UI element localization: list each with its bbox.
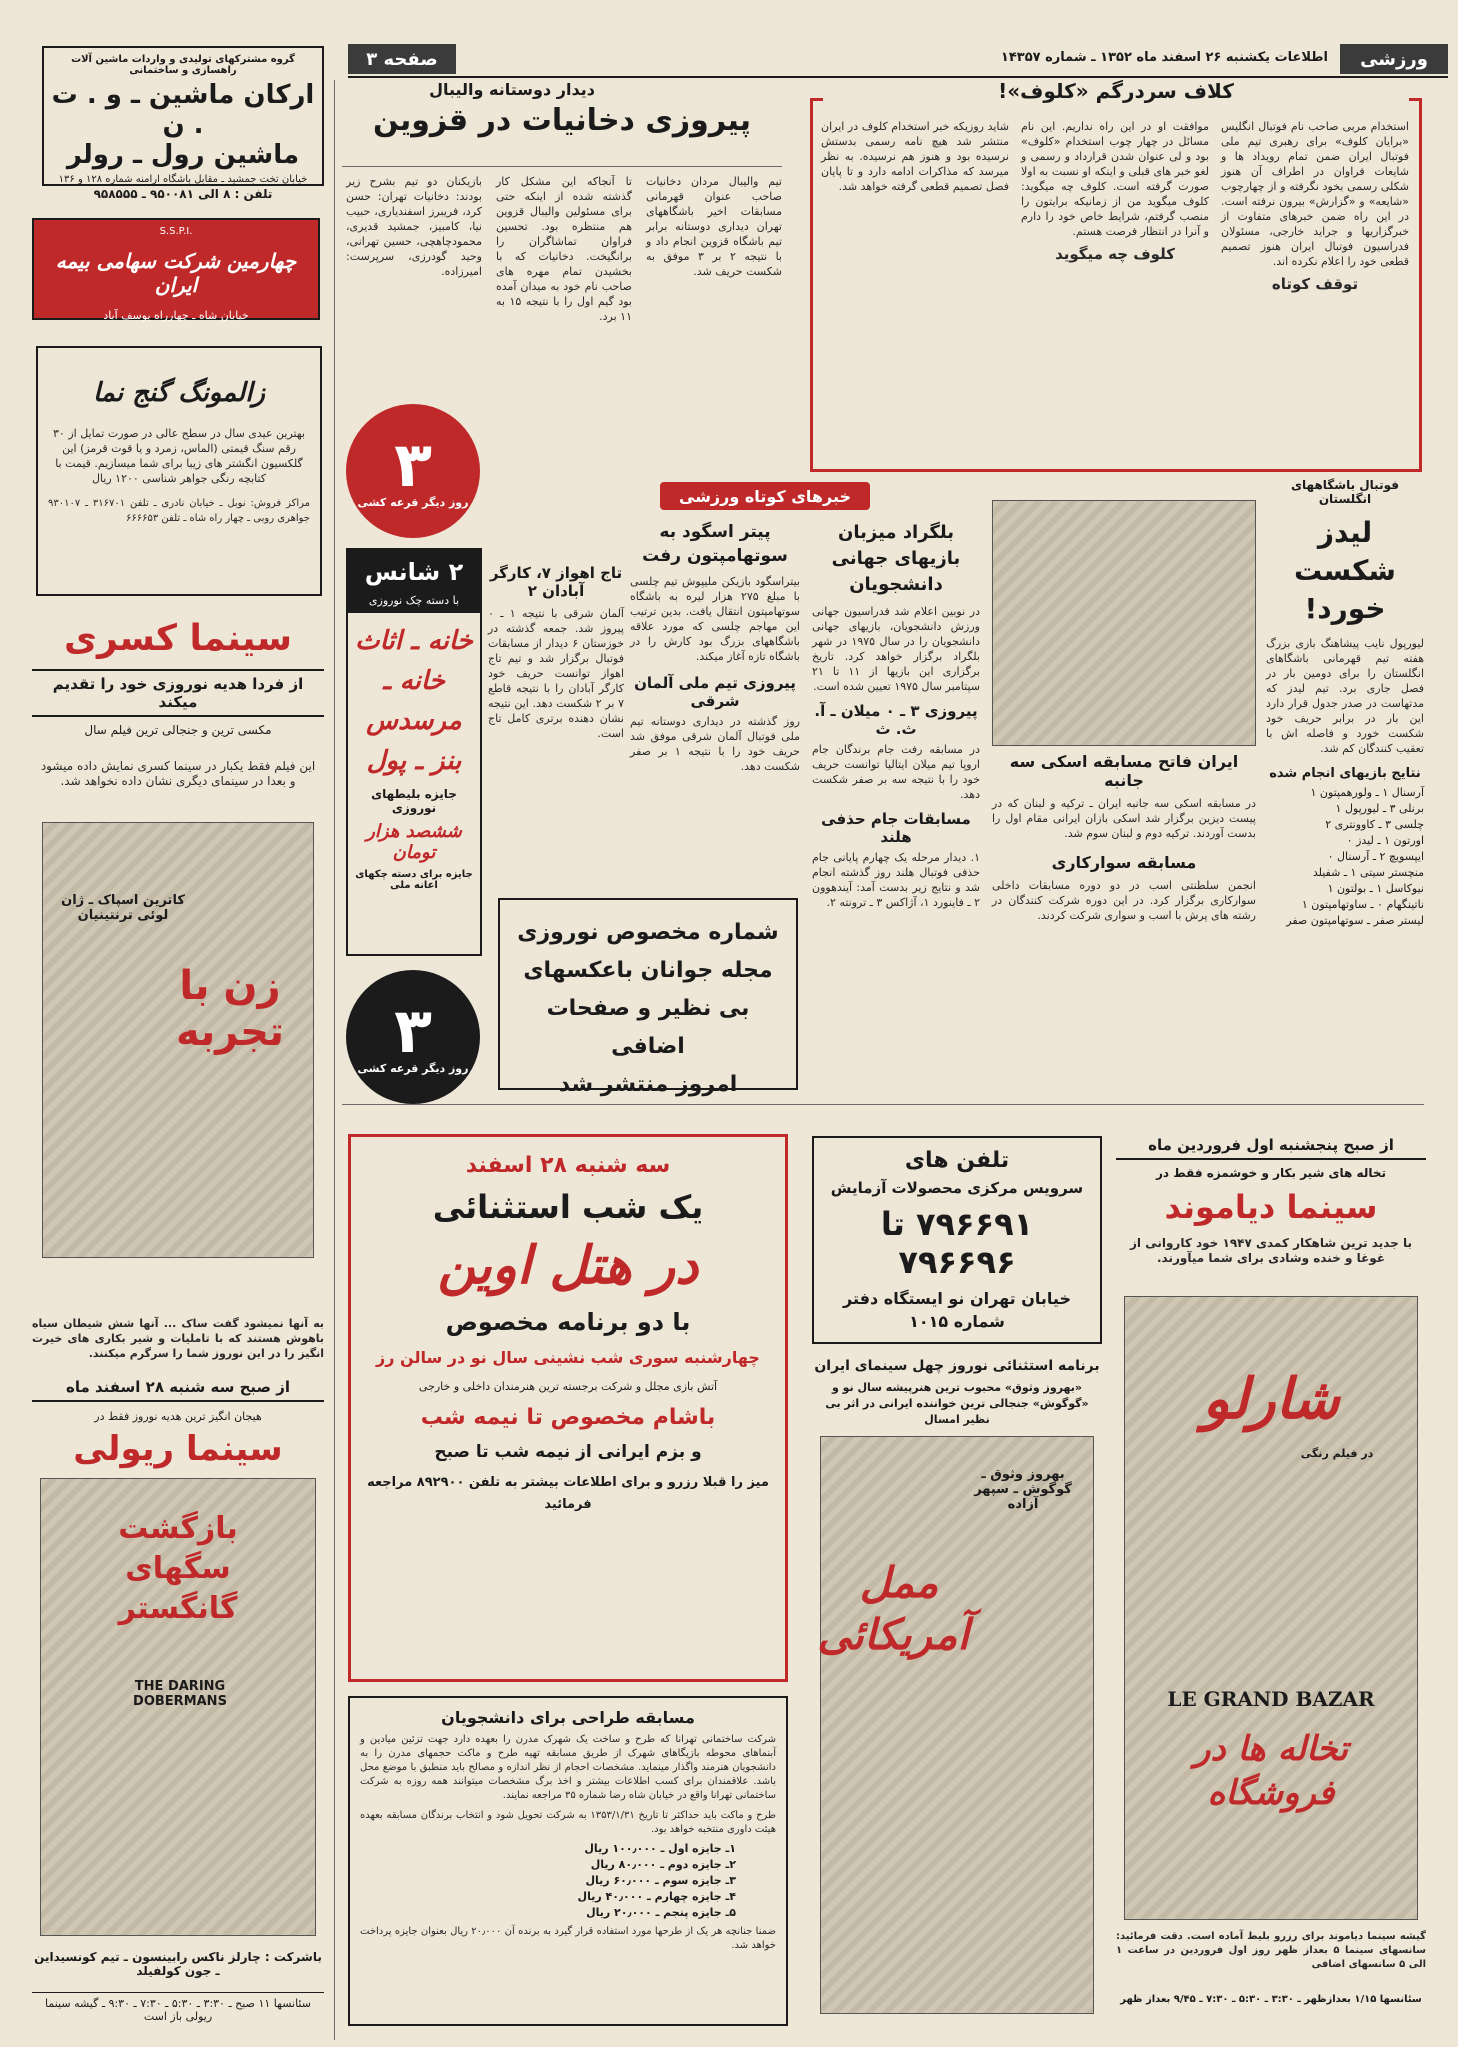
spi-top: S.S.P.I. (159, 226, 193, 237)
kolaf-col-left: شاید روزیکه خبر استخدام کلوف در ایران منتشر شد هیچ نامه رسمی بدستش نرسیده بود و هنوز هم نرسیده. به نظر میرسد که مذاکرات ادامه دارد و تا پایان فصل تصمیم قطعی گرفته خواهد شد. (821, 120, 1009, 193)
javanan-l2: مجله جوانان باعکسهای (523, 958, 773, 983)
kasra-title: سینما کسری (64, 618, 292, 659)
diamond-film2: تخاله ها در فروشگاه (1194, 1729, 1348, 1813)
story-peter (630, 520, 800, 900)
rivoli-date: از صبح سه شنبه ۲۸ اسفند ماه (32, 1378, 324, 1402)
ad-arkan (42, 46, 324, 201)
tel-number: ۷۹۶۶۹۱ تا ۷۹۶۶۹۶ (880, 1205, 1034, 1281)
evin-l6: باشام مخصوص تا نیمه شب (420, 1405, 716, 1430)
kolaf-title: کلاف سردرگم «کلوف»! (823, 79, 1409, 103)
amal-poster (817, 1436, 1094, 2014)
tel-num: شماره ۱۰۱۵ (909, 1312, 1005, 1331)
evin-l7: و بزم ایرانی از نیمه شب تا صبح (434, 1442, 702, 1462)
section-tab (1340, 44, 1448, 74)
kasra-line2: مکسی ترین و جنجالی ترین فیلم سال (84, 723, 272, 737)
leeds-results (1266, 785, 1424, 929)
spi-title: چهارمین شرکت سهامی بیمه ایران (55, 249, 297, 297)
kolaf-col-right-text: استخدام مربی صاحب نام فوتبال انگلیس «برایان کلوف» برای رهبری تیم ملی فوتبال ایران ضمن تمام رویداد ها و شایعات فراوان در اطراف آن هنوز شکلی رسمی بخود نگرفته و از چهارچوب «شایعه» و «گزارش» بیرون نرفته است. در این راه ضمن خبرهای متفاوت از خبرگزاریها و جراید خارجی، مسئولان فدراسیون فوتبال ایران هنوز تصمیم قطعی خود را اعلام نکرده اند. (1221, 120, 1409, 268)
list-item: ۳ـ جایزه سوم ـ ۶۰٫۰۰۰ ریال (585, 1874, 736, 1887)
masthead (348, 42, 1448, 78)
ski-sub-text: انجمن سلطنتی اسب در دو دوره مسابقات داخلی سوارکاری برگزار کرد. در این دوره شرکت کنندگان در رشته های پرش با اسب و سواری شرکت کردند. (992, 879, 1256, 922)
peter-sub-text: روز گذشته در دیداری دوستانه تیم ملی فوتبال آلمان شرقی موفق شد حریف خود را با نتیجه ۱ بر صفر شکست دهد. (630, 715, 800, 773)
rivoli-times: سئانسها ۱۱ صبح ـ ۳:۳۰ ـ ۵:۳۰ ـ ۷:۳۰ ـ ۹:۳۰ ـ گیشه سینما ریولی باز است (32, 1992, 324, 2023)
list-item: ۵ـ جایزه پنجم ـ ۲۰٫۰۰۰ ریال (586, 1906, 736, 1919)
mid-rule (342, 1104, 1424, 1105)
kolaf-subhead2: توقف کوتاه (1271, 275, 1359, 293)
ad-amal (812, 1358, 1102, 2028)
javanan-l4: امروز منتشر شد (558, 1072, 738, 1097)
lottery-circle-bottom (346, 970, 480, 1104)
volley-col-left: بازیکنان دو تیم بشرح زیر بودند: دخانیات تهران: حسن کرد، فریبرز اسفندیاری، حبیب نیا، کامبیز، جمشید قدیری، محمودچاهچی، حسین تهرانی، وحید گودرزی، سرپرست: امیرزاده. (346, 175, 482, 278)
leeds-title: لیدز شکست خورد! (1294, 516, 1396, 625)
spi-sub: خیابان شاه ـ چهارراه یوسف آباد (103, 309, 249, 322)
rivoli-poster (40, 1478, 316, 1936)
circle-top-num: ۳ (394, 427, 432, 501)
rivoli-sub: هیجان انگیز ترین هدیه نوروز فقط در (94, 1410, 262, 1423)
evin-date: سه شنبه ۲۸ اسفند (465, 1153, 671, 1178)
amal-cast: بهروز وثوق ـ گوگوش ـ سپهر آزاده (974, 1467, 1072, 1512)
ad-contest (348, 1696, 788, 2026)
list-item: منچستر سیتی ۱ ـ شفیلد (1312, 866, 1424, 879)
sh2-amount: ششصد هزار تومان (366, 821, 462, 863)
tel-addr: خیابان تهران نو ایستگاه دفتر (843, 1289, 1071, 1308)
ski-text: در مسابقه اسکی سه جانبه ایران ـ ترکیه و لبنان که در پیست دیزین برگزار شد اسکی بازان ایرانی مقام اول را بدست آوردند. ترکیه دوم و لبنان سوم شد. (992, 797, 1256, 840)
arkan-title1: ارکان ماشین ـ و . ت . ن (51, 80, 315, 140)
diamond-en: LE GRAND BAZAR (1167, 1687, 1375, 1711)
ad-zal (36, 346, 322, 596)
diamond-l1: با جدید ترین شاهکار کمدی ۱۹۴۷ خود کاروانی از غوغا و خنده وشادی برای شما میآورند. (1130, 1236, 1412, 1265)
volley-title: پیروزی دخانیات در قزوین (372, 103, 751, 138)
story-kolaf (810, 79, 1422, 472)
diamond-title: سینما دیاموند (1164, 1188, 1378, 1226)
list-item: اورتون ۱ ـ لیدز ۰ (1346, 834, 1424, 847)
leeds-text: لیورپول نایب پیشاهنگ بازی بزرگ هفته تیم قهرمانی باشگاهای انگلستان را برای دومین بار در فصل جاری برد. تیم لیدز که مدتهاست در صدر جدول قرار دارد این بار در برابر حریف خود شکست خورد و فاصله اش با تعقیب کنندگان کم شد. (1266, 637, 1424, 755)
kasra-poster (42, 822, 314, 1258)
evin-l8: میز را قبلا رزرو و برای اطلاعات بیشتر به تلفن ۸۹۲۹۰۰ مراجعه فرمائید (367, 1475, 769, 1512)
javanan-l3: بی نظیر و صفحات اضافی (546, 996, 750, 1059)
belgrade-sub2-text: ۱. دیدار مرحله یک چهارم پایانی جام حذفی فوتبال هلند روز گذشته انجام شد و نتایج زیر بدست آمد: آیندهوون ۲ ـ فاینورد ۱، آژاکس ۳ ـ ترونته ۲. (812, 851, 980, 909)
diamond-foot: گیشه سینما دیاموند برای رزرو بلیط آماده است. دقت فرمائید: سانسهای سینما ۵ بعداز ظهر روز اول فروردین در ساعت ۱ الی ۵ سانسهای اضافی (1116, 1931, 1426, 1970)
story-belgrade (812, 520, 980, 1080)
ad-spi (32, 218, 320, 320)
rivoli-title: سینما ریولی (73, 1429, 283, 1469)
ad-kasra (32, 612, 324, 1360)
volley-col-mid: تا آنجاکه این مشکل کار گذشته شده از اینکه حتی برای مسئولین والیبال قزوین هم منتظره بود. تحسین فراوان تماشاگران را برانگیخت. دخانیات که با بخشیدن تمام مهره های صاحب نام خود به میدان آمده بود گیم اول را با نتیجه ۱۵ به ۱۱ برد. (496, 175, 632, 323)
peter-text: بیتراسگود بازیکن ملیپوش تیم چلسی با مبلغ ۲۷۵ هزار لیره به باشگاه سوتهامپتون انتقال یافت. بدین ترتیب این مهاجم چلسی که مورد علاقه باشگاههای بزرگ بود کارش را در باشگاه تازه آغاز میکند. (630, 575, 800, 663)
diamond-film: شارلو (1202, 1367, 1340, 1432)
list-item: ۱ـ جایزه اول ـ ۱۰۰٫۰۰۰ ریال (584, 1842, 736, 1855)
story-ski (992, 752, 1256, 1092)
zal-text: بهترین عیدی سال در سطح عالی در صورت تمایل از ۳۰ رقم سنگ قیمتی (الماس، زمرد و یا قوت قرمز) این گلکسیون انگشتر های زیبا برای شما میسازیم. قیمت با کتابچه رنگی جواهر شناسی ۱۲۰۰ ریال (53, 427, 305, 485)
tel-sub: سرویس مرکزی محصولات آزمایش (830, 1179, 1084, 1197)
ski-sub: مسابقه سوارکاری (1051, 853, 1197, 872)
circle-bottom-num: ۳ (394, 993, 432, 1067)
ad-two-chances (346, 548, 482, 956)
contest-text: شرکت ساختمانی تهرانا که طرح و ساخت یک شهرک مدرن را بعهده دارد جهت تزئین میادین و آبنماهای محوطه بازیگاهای شهرک از طریق مسابقه تهیه طرح و ماکت حجمهای مدرن را به دانشجویان هنرمند واگذار مینماید. مشخصات احجام از نظر اندازه و مصالح باید منطبق با موضع محل باشد. علاقمندان برای کسب اطلاعات بیشتر و اخذ برگ مشخصات میتوانند همه روزه به شرکت ساختمانی تهرانا واقع در خیابان شاه رضا شماره ۳۵ مراجعه نمایند. (360, 1734, 776, 1801)
rivoli-film-en: THE DARING DOBERMANS (133, 1679, 227, 1709)
evin-l1: یک شب استثنائی (432, 1188, 704, 1226)
diamond-date: از صبح پنجشنبه اول فروردین ماه (1116, 1136, 1426, 1160)
amal-line: «بهروز وثوق» محبوب ترین هنرپیشه سال نو و «گوگوش» جنجالی ترین خواننده ایرانی در اثر بی نظیر امسال (825, 1381, 1089, 1426)
kolaf-col-mid (1021, 119, 1209, 270)
contest-foot: ضمنا جنانچه هر یک از طرحها مورد استفاده قرار گیرد به برنده آن ۲۰٫۰۰۰ ریال بعنوان جایزه پرداخت خواهد شد. (360, 1926, 776, 1951)
diamond-sub: تخاله های شیر بکار و خوشمزه فقط در (1155, 1166, 1386, 1180)
list-item: چلسی ۳ ـ کاوونتری ۲ (1325, 818, 1424, 831)
circle-top-label: روز دیگر قرعه کشی (357, 495, 469, 509)
kasra-cast: کاترین اسپاک ـ ژان لوئی ترنتینیان (61, 893, 185, 923)
zal-shops: مراکز فروش: نوبل ـ خیابان نادری ـ تلفن ۳۱۶۷۰۱ ـ ۹۳۰۱۰۷ جواهری روبی ـ چهار راه شاه ـ تلفن ۶۶۶۶۵۳ (48, 498, 310, 524)
kolaf-subhead: کلوف چه میگوید (1055, 245, 1175, 263)
diamond-times: سئانسها ۱/۱۵ بعدازظهر ـ ۳:۳۰ ـ ۵:۳۰ ـ ۷:۳۰ ـ ۹/۴۵ بعداز ظهر (1120, 1994, 1422, 2005)
ad-javanan (498, 898, 798, 1097)
amal-film: ممل آمریکائی (817, 1558, 969, 1659)
tel-title: تلفن های (904, 1148, 1010, 1173)
page-tab (348, 44, 456, 74)
contest-prizes (360, 1841, 776, 1921)
section-label: ورزشی (1360, 48, 1428, 70)
story-ahvaz (488, 520, 624, 900)
evin-l2: در هتل اوین (437, 1236, 699, 1296)
sh2-line: جایزه بلیطهای نوروزی (371, 787, 457, 815)
lottery-circle-top (346, 404, 480, 538)
belgrade-title: بلگراد میزبان بازیهای جهانی دانشجویان (831, 522, 961, 595)
peter-sub: پیروزی تیم ملی آلمان شرقی (634, 674, 796, 710)
kasra-film: زن با تجربه (175, 963, 284, 1055)
rivoli-cast: باشرکت : چارلز ناکس رابینسون ـ تیم کونسیداین ـ جون کولفیلد (34, 1950, 322, 1978)
evin-l4: چهارشنبه سوری شب نشینی سال نو در سالن رز (376, 1348, 760, 1367)
ski-photo (992, 500, 1256, 746)
ahvaz-text: آلمان شرقی با نتیجه ۱ ـ ۰ پیروز شد. جمعه گذشته در خوزستان ۶ دیدار از مسابقات فوتبال برگزار شد و تیم تاج اهواز توانست حریف خود کارگر آبادان را با نتیجه قاطع ۷ بر ۲ شکست دهد. این نتیجه نشان دهنده برتری کامل تاج است. (488, 607, 624, 740)
story-leeds (1266, 478, 1424, 1098)
zal-title: زالمونگ گنج نما (93, 378, 265, 408)
kasra-foot: به آنها نمیشود گفت ساک ... آنها شش شیطان سیاه باهوش هستند که با تاملیات و شیر بکاری های خیرت انگیز را در این نوروز شما را سرگرم میکنند. (32, 1317, 324, 1360)
arkan-top: گروه مشترکهای تولیدی و واردات ماشین آلات راهسازی و ساختمانی (71, 54, 295, 76)
list-item: لیستر صفر ـ سوتهامپتون صفر (1286, 914, 1424, 927)
list-item: ۴ـ جایزه چهارم ـ ۴۰٫۰۰۰ ریال (577, 1890, 736, 1903)
list-item: برنلی ۳ ـ لیورپول ۱ (1335, 802, 1424, 815)
belgrade-sub2: مسابقات جام حذفی هلند (821, 810, 971, 846)
diamond-film-sub: در فیلم رنگی (1300, 1447, 1374, 1460)
kolaf-col-right (1221, 119, 1409, 300)
ad-tel (812, 1136, 1102, 1344)
contest-title: مسابقه طراحی برای دانشجویان (441, 1708, 695, 1727)
volley-rule (342, 166, 782, 167)
sh2-sub: با دسته چک نوروزی (348, 594, 480, 613)
ad-evin (348, 1134, 788, 1682)
kasra-line1: از فردا هدیه نوروزی خود را تقدیم میکند (32, 669, 324, 717)
rivoli-film: بازگشت سگهای گانگستر (118, 1511, 238, 1626)
circle-bottom-label: روز دیگر قرعه کشی (357, 1061, 469, 1075)
belgrade-sub1-text: در مسابقه رفت جام برندگان جام اروپا تیم میلان ایتالیا توانست حریف خود را با نتیجه سه بر صفر شکست دهد. (812, 743, 980, 801)
issue-line: اطلاعات یکشنبه ۲۶ اسفند ماه ۱۳۵۲ ـ شماره ۱۴۳۵۷ (1000, 50, 1328, 65)
short-news-banner (660, 482, 870, 510)
list-item: ناتینگهام ۰ ـ ساوتهامپتون ۱ (1301, 898, 1424, 911)
masthead-rule (348, 76, 1448, 78)
kolaf-col-mid-text: موافقت او در این راه نداریم. این نام مسائل در چهار چوب استخدام «کلوف» بود و لی عنوان شدن قرارداد و رسمی و لغو خبر های قبلی و اینکه او نسبت به اولا صورت گرفته است. کلوف چه میگوید: کلوف میگوید من از زمانیکه برایتون را منصب گرفتم، شرایط خاص خود را دارم و آنرا در انتظار فرصت هستم. (1021, 120, 1209, 238)
leeds-kicker: فوتبال باشگاههای انگلستان (1291, 478, 1399, 506)
arkan-addr: خیابان تخت جمشید ـ مقابل باشگاه ارامنه شماره ۱۲۸ و ۱۳۶ (58, 174, 308, 185)
leeds-results-title: نتایج بازیهای انجام شده (1269, 766, 1421, 781)
belgrade-sub1: پیروزی ۳ ـ ۰ میلان ـ آ. ث. ث (814, 702, 978, 738)
arkan-title2: ماشین رول ـ رولر (66, 140, 300, 170)
sh2-list: خانه ـ اثاث خانه ـ مرسدس بنز ـ پول (355, 626, 473, 776)
ad-diamond (1116, 1136, 1426, 2028)
evin-l5: آتش بازی مجلل و شرکت برجسته ترین هنرمندان داخلی و خارجی (418, 1380, 718, 1393)
column-rule-left (334, 80, 335, 2040)
volley-kicker: دیدار دوستانه والیبال (429, 80, 595, 99)
ad-rivoli (32, 1378, 324, 2028)
kasra-line3: این فیلم فقط یکبار در سینما کسری نمایش داده میشود و بعدا در سینمای دیگری نشان داده نخواهد شد. (40, 759, 316, 788)
evin-l3: با دو برنامه مخصوص (445, 1308, 691, 1336)
list-item: نیوکاسل ۱ ـ بولتون ۱ (1327, 882, 1424, 895)
diamond-poster (1124, 1296, 1418, 1920)
ahvaz-title: تاج اهواز ۷، کارگر آبادان ۲ (489, 564, 623, 600)
arkan-phone: تلفن : ۸ الی ۹۵۰۰۸۱ ـ ۹۵۸۵۵۵ (93, 187, 273, 201)
javanan-l1: شماره مخصوص نوروزی (517, 920, 779, 945)
volley-col-right: تیم والیبال مردان دخانیات صاحب عنوان قهرمانی مسابقات اخیر باشگاههای تهران دیداری دوستانه برابر تیم باشگاه قزوین انجام داد و با نتیجه ۲ بر ۳ موفق به شکست حریف شد. (646, 175, 782, 278)
belgrade-text: در نوبین اعلام شد فدراسیون جهانی ورزش دانشجویان، بازیهای جهانی دانشجویان را در سال ۱۹۷۵ در شهر بلگراد برگزار خواهد کرد. تاریخ برگزاری این بازیها از ۱۱ تا ۲۱ سپتامبر سال ۱۹۷۵ تعیین شده است. (812, 605, 980, 693)
sh2-foot: جایزه برای دسته چکهای اعانه ملی (355, 869, 473, 891)
page-label: صفحه ۳ (366, 48, 438, 70)
amal-top: برنامه استثنائی نوروز چهل سینمای ایران (814, 1358, 1100, 1374)
short-news-label: خبرهای کوتاه ورزشی (679, 486, 852, 506)
peter-title: پیتر اسگود به سوتهامپتون رفت (642, 522, 788, 566)
list-item: ایپسویچ ۲ ـ آرسنال ۰ (1327, 850, 1424, 863)
list-item: آرسنال ۱ ـ ولورهمپتون ۱ (1310, 786, 1424, 799)
sh2-title: ۲ شانس (348, 550, 480, 594)
list-item: ۲ـ جایزه دوم ـ ۸۰٫۰۰۰ ریال (590, 1858, 736, 1871)
ski-title: ایران فاتح مسابقه اسکی سه جانبه (1009, 752, 1239, 790)
contest-prizes-title: طرح و ماکت باید حداکثر تا تاریخ ۱۳۵۳/۱/۳۱ به شرکت تحویل شود و انتخاب برندگان مسابقه بعهده هیئت داوری منتخبه خواهد بود. (360, 1810, 776, 1835)
